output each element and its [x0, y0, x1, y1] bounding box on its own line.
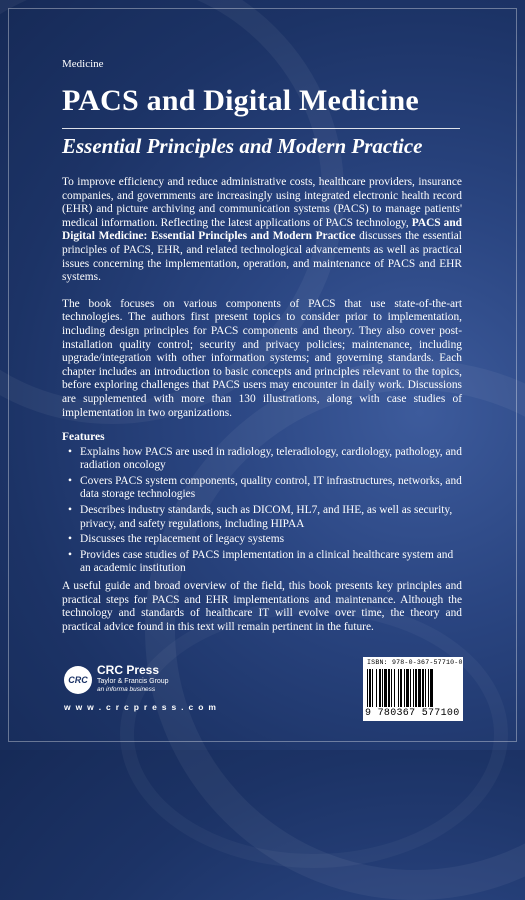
barcode	[363, 657, 463, 721]
barcode-bar	[410, 669, 411, 707]
para1-text-a: To improve efficiency and reduce administrative costs, healthcare providers, insurance companies, and governments are increasingly using integrated electronic health record (EHR) and picture archiving and communication systems (PACS) to manage patients' medical information. Reflecting the latest applications of PACS technology,	[62, 176, 462, 229]
crc-press-logo: CRC	[64, 666, 92, 694]
barcode-bar	[404, 669, 405, 707]
barcode-bar	[388, 669, 390, 707]
description-body	[62, 176, 462, 420]
barcode-bar	[406, 669, 409, 707]
barcode-bar	[413, 669, 414, 707]
subject-label: Medicine	[62, 58, 104, 70]
barcode-bar	[430, 669, 433, 707]
para1-book-title: PACS and Digital Medicine: Essential Principles and Modern Practice	[62, 216, 462, 243]
publisher-block	[97, 664, 169, 694]
barcode-bar	[422, 669, 424, 707]
barcode-bar	[367, 669, 368, 707]
barcode-bar	[425, 669, 426, 707]
barcode-bar	[369, 669, 371, 707]
ean-number: 9 780367 577100	[365, 708, 460, 719]
barcode-bar	[428, 669, 429, 707]
barcode-bar	[394, 669, 395, 707]
features-section	[62, 431, 462, 578]
barcode-bar	[398, 669, 399, 707]
barcode-bar	[391, 669, 392, 707]
feature-item: • Explains how PACS are used in radiology, teleradiology, cardiology, pathology, and radiation oncology	[80, 446, 462, 473]
publisher-parent: an informa business	[97, 686, 156, 693]
barcode-bar	[376, 669, 377, 707]
barcode-bar	[418, 669, 421, 707]
para1-text-b: discusses the essential principles of PACS, EHR, and related technological advancements as well as practical issues concerning the implementation, operation, and maintenance of PACS and EHR systems.	[62, 230, 462, 284]
description-paragraph-1	[62, 176, 462, 285]
barcode-bar	[384, 669, 387, 707]
book-subtitle: Essential Principles and Modern Practice	[62, 134, 423, 158]
barcode-bars	[367, 669, 459, 707]
barcode-bar	[372, 669, 373, 707]
isbn-label: ISBN: 978-0-367-57710-0	[367, 659, 463, 666]
barcode-bar	[400, 669, 402, 707]
description-paragraph-3: A useful guide and broad overview of the field, this book presents key principles and practical steps for PACS and EHR implementations and maintenance. Although the technology and standards of healthcare IT will evolve over time, the theory and practical advice found in this text will remain pertinent in the future.	[62, 580, 462, 633]
feature-item: • Provides case studies of PACS implementation in a clinical healthcare system and an academic institution	[80, 549, 462, 576]
publisher-group: Taylor & Francis Group	[97, 678, 169, 685]
barcode-bar	[382, 669, 383, 707]
feature-item: • Covers PACS system components, quality control, IT infrastructures, networks, and data storage technologies	[80, 475, 462, 502]
publisher-name: CRC Press	[97, 663, 160, 677]
publisher-url: w w w . c r c p r e s s . c o m	[64, 702, 218, 712]
title-rule	[62, 128, 460, 129]
feature-item: • Discusses the replacement of legacy systems	[80, 533, 462, 547]
features-list	[62, 446, 462, 576]
description-paragraph-2: The book focuses on various components of PACS that use state-of-the-art technologies. The authors first present topics to consider prior to implementation, including design principles for PACS components and theory. They also cover post-installation quality control; security and privacy policies; maintenance, including upgrade/integration with other information systems; and governing standards. Each chapter includes an introduction to basic concepts and principles relevant to the topics, before exploring challenges that PACS users may encounter in daily work. Discussions are supplemented with more than 130 illustrations, along with case studies of implementation in two organizations.	[62, 297, 462, 419]
feature-item: • Describes industry standards, such as DICOM, HL7, and IHE, as well as security, privacy, and safety regulations, including HIPAA	[80, 504, 462, 531]
barcode-bar	[415, 669, 417, 707]
book-title: PACS and Digital Medicine	[62, 84, 419, 117]
features-heading: Features	[62, 431, 105, 443]
barcode-bar	[379, 669, 381, 707]
